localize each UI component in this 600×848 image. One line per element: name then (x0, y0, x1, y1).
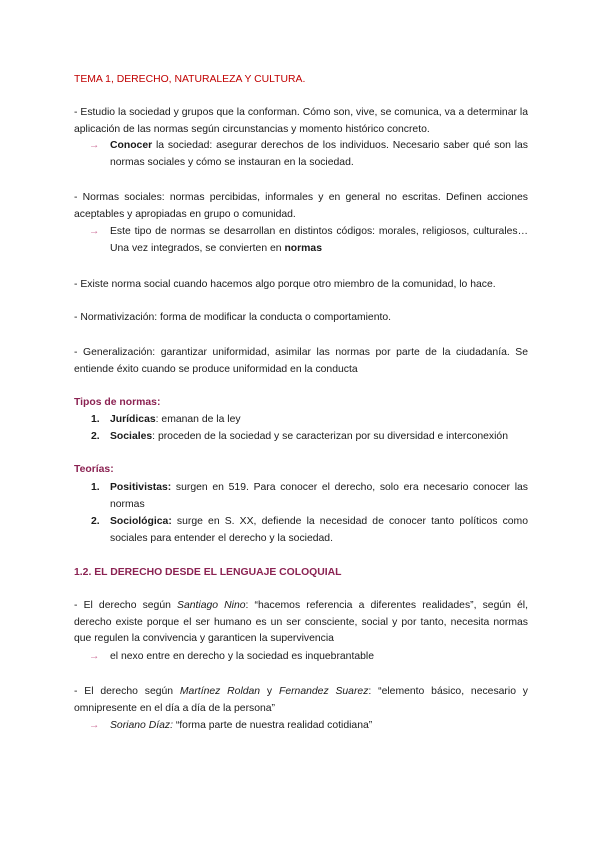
quote-text: : “hacemos referencia a diferentes realidades”, según él, derecho existe porque el ser humano es un ser consciente, social y por tanto, necesita normas que regulen la convivencia y garanticen la supervivencia (74, 600, 529, 644)
paragraph-normas-sociales: - Normas sociales: normas percibidas, informales y en general no escritas. Definen acciones aceptables y apropiadas en grupo o comunidad. (74, 192, 528, 220)
list-text: surgen en 519. Para conocer el derecho, solo era necesario conocer las normas (110, 482, 528, 510)
bold-term: Sociales (110, 431, 153, 442)
list-item-sociales (91, 429, 528, 446)
bullet-soriano-diaz (89, 718, 528, 735)
list-number: 1. (91, 414, 100, 425)
list-text: : proceden de la sociedad y se caracterizan por su diversidad e interconexión (152, 431, 508, 442)
author-name: Soriano Díaz: (110, 720, 173, 731)
arrow-icon: → (89, 651, 100, 662)
arrow-icon: → (89, 720, 100, 731)
paragraph-study-society: - Estudio la sociedad y grupos que la conforman. Cómo son, vive, se comunica, va a determinar la aplicación de las normas según circunstancias y momento histórico concreto. (74, 107, 528, 135)
bullet-text: “forma parte de nuestra realidad cotidiana” (172, 720, 373, 731)
bold-term: Positivistas: (110, 482, 172, 493)
text-prefix: - El derecho según (74, 686, 180, 697)
list-number: 1. (91, 482, 100, 493)
quote-text: : “elemento básico, necesario y omnipresente en el día a día de la persona” (74, 686, 529, 714)
bold-term: normas (284, 242, 322, 254)
paragraph-generalizacion: - Generalización: garantizar uniformidad, asimilar las normas por parte de la ciudadanía. Se entiende éxito cuando se produce uniformidad en la conducta (74, 347, 528, 375)
list-item-sociologica (91, 514, 528, 547)
bold-term: Jurídicas (110, 414, 156, 425)
list-number: 2. (91, 516, 100, 527)
list-item-juridicas (91, 412, 528, 429)
paragraph-santiago-nino (74, 598, 528, 648)
bullet-conocer (89, 138, 528, 171)
text-prefix: - El derecho según (74, 600, 178, 611)
paragraph-norma-social: - Existe norma social cuando hacemos algo porque otro miembro de la comunidad, lo hace. (74, 279, 496, 290)
list-item-positivistas (91, 480, 528, 513)
bullet-codigos (89, 224, 528, 257)
arrow-icon: → (89, 140, 100, 151)
list-text: : emanan de la ley (155, 414, 241, 425)
bullet-nexo (89, 649, 528, 666)
heading-teorias: Teorías: (74, 464, 114, 475)
list-number: 2. (91, 431, 100, 442)
author-name: Martínez Roldan (179, 686, 261, 697)
list-text: surge en S. XX, defiende la necesidad de conocer tanto políticos como sociales para entender el derecho y la sociedad. (110, 516, 528, 544)
bullet-text: el nexo entre en derecho y la sociedad es inquebrantable (110, 651, 374, 662)
page-title: TEMA 1, DERECHO, NATURALEZA Y CULTURA. (74, 74, 306, 85)
paragraph-normativizacion: - Normativización: forma de modificar la conducta o comportamiento. (74, 312, 392, 323)
section-title-lenguaje-coloquial: 1.2. EL DERECHO DESDE EL LENGUAJE COLOQUIAL (74, 567, 342, 578)
bold-term: Sociológica: (110, 516, 172, 527)
bullet-text: Este tipo de normas se desarrollan en distintos códigos: morales, religiosos, culturales… Una vez integrados, se convierten en (110, 226, 528, 254)
conjunction: y (260, 686, 279, 697)
paragraph-martinez-roldan (74, 684, 528, 717)
author-name: Santiago Nino (177, 600, 246, 611)
arrow-icon: → (89, 226, 100, 237)
author-name: Fernandez Suarez (278, 686, 369, 697)
heading-tipos-normas: Tipos de normas: (74, 397, 161, 408)
bullet-text: la sociedad: asegurar derechos de los individuos. Necesario saber qué son las normas sociales y cómo se instauran en la sociedad. (110, 140, 528, 168)
bold-term: Conocer (110, 140, 153, 151)
